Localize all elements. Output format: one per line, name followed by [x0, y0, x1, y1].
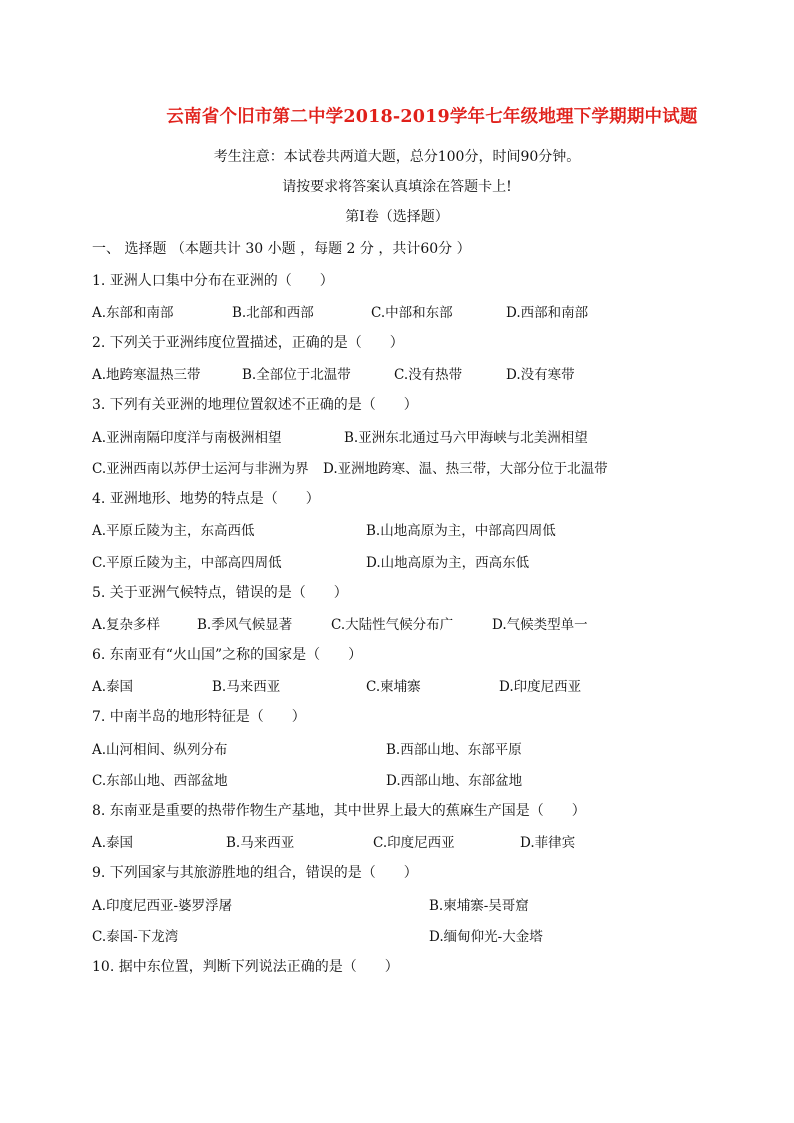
option-1d: D.西部和南部: [506, 305, 589, 321]
option-8d: D.菲律宾: [520, 835, 576, 851]
option-4b: B.山地高原为主，中部高四周低: [366, 523, 556, 539]
option-9b: B.柬埔寨-吴哥窟: [429, 898, 529, 914]
option-2b: B.全部位于北温带: [242, 367, 351, 383]
question-stem-5: 5. 关于亚洲气候特点，错误的是（ ）: [92, 585, 348, 601]
option-5c: C.大陆性气候分布广: [331, 617, 454, 633]
question-stem-1: 1. 亚洲人口集中分布在亚洲的（ ）: [92, 273, 334, 289]
section-heading: 一、 选择题 （本题共计 30 小题 ，每题 2 分 ，共计60分 ）: [92, 241, 471, 257]
option-9c: C.泰国-下龙湾: [92, 929, 179, 945]
option-9a: A.印度尼西亚-婆罗浮屠: [92, 898, 233, 914]
option-4a: A.平原丘陵为主，东高西低: [92, 523, 255, 539]
option-5d: D.气候类型单一: [492, 617, 588, 633]
volume-heading: 第Ⅰ卷（选择题）: [345, 209, 449, 225]
option-3a: A.亚洲南隔印度洋与南极洲相望: [92, 430, 282, 446]
option-2c: C.没有热带: [394, 367, 463, 383]
question-stem-3: 3. 下列有关亚洲的地理位置叙述不正确的是（ ）: [92, 397, 418, 413]
option-4d: D.山地高原为主，西高东低: [366, 555, 530, 571]
option-3b: B.亚洲东北通过马六甲海峡与北美洲相望: [344, 430, 588, 446]
exam-title: 云南省个旧市第二中学2018-2019学年七年级地理下学期期中试题: [166, 107, 698, 127]
exam-notice: 考生注意：本试卷共两道大题，总分100分，时间90分钟。: [213, 149, 581, 165]
option-6b: B.马来西亚: [212, 679, 281, 695]
question-stem-4: 4. 亚洲地形、地势的特点是（ ）: [92, 491, 320, 507]
answer-instruction: 请按要求将答案认真填涂在答题卡上!: [282, 179, 512, 195]
question-stem-6: 6. 东南亚有“火山国”之称的国家是（ ）: [92, 647, 363, 663]
option-3c: C.亚洲西南以苏伊士运河与非洲为界: [92, 461, 309, 477]
option-1c: C.中部和东部: [371, 305, 453, 321]
question-stem-2: 2. 下列关于亚洲纬度位置描述，正确的是（ ）: [92, 335, 404, 351]
option-5a: A.复杂多样: [92, 617, 161, 633]
option-6c: C.柬埔寨: [366, 679, 421, 695]
option-8c: C.印度尼西亚: [373, 835, 455, 851]
question-stem-10: 10. 据中东位置，判断下列说法正确的是（ ）: [92, 959, 399, 975]
question-stem-7: 7. 中南半岛的地形特征是（ ）: [92, 709, 306, 725]
option-1b: B.北部和西部: [232, 305, 314, 321]
question-stem-9: 9. 下列国家与其旅游胜地的组合，错误的是（ ）: [92, 865, 418, 881]
option-8b: B.马来西亚: [226, 835, 295, 851]
option-1a: A.东部和南部: [92, 305, 174, 321]
option-9d: D.缅甸仰光-大金塔: [429, 929, 543, 945]
option-7b: B.西部山地、东部平原: [386, 742, 522, 758]
option-4c: C.平原丘陵为主，中部高四周低: [92, 555, 282, 571]
option-7d: D.西部山地、东部盆地: [386, 773, 523, 789]
question-stem-8: 8. 东南亚是重要的热带作物生产基地，其中世界上最大的蕉麻生产国是（ ）: [92, 803, 586, 819]
option-6a: A.泰国: [92, 679, 134, 695]
option-7a: A.山河相间、纵列分布: [92, 742, 228, 758]
option-3d: D.亚洲地跨寒、温、热三带，大部分位于北温带: [323, 461, 608, 477]
option-8a: A.泰国: [92, 835, 134, 851]
option-2a: A.地跨寒温热三带: [92, 367, 201, 383]
option-5b: B.季风气候显著: [197, 617, 293, 633]
option-6d: D.印度尼西亚: [499, 679, 582, 695]
option-7c: C.东部山地、西部盆地: [92, 773, 228, 789]
option-2d: D.没有寒带: [506, 367, 575, 383]
